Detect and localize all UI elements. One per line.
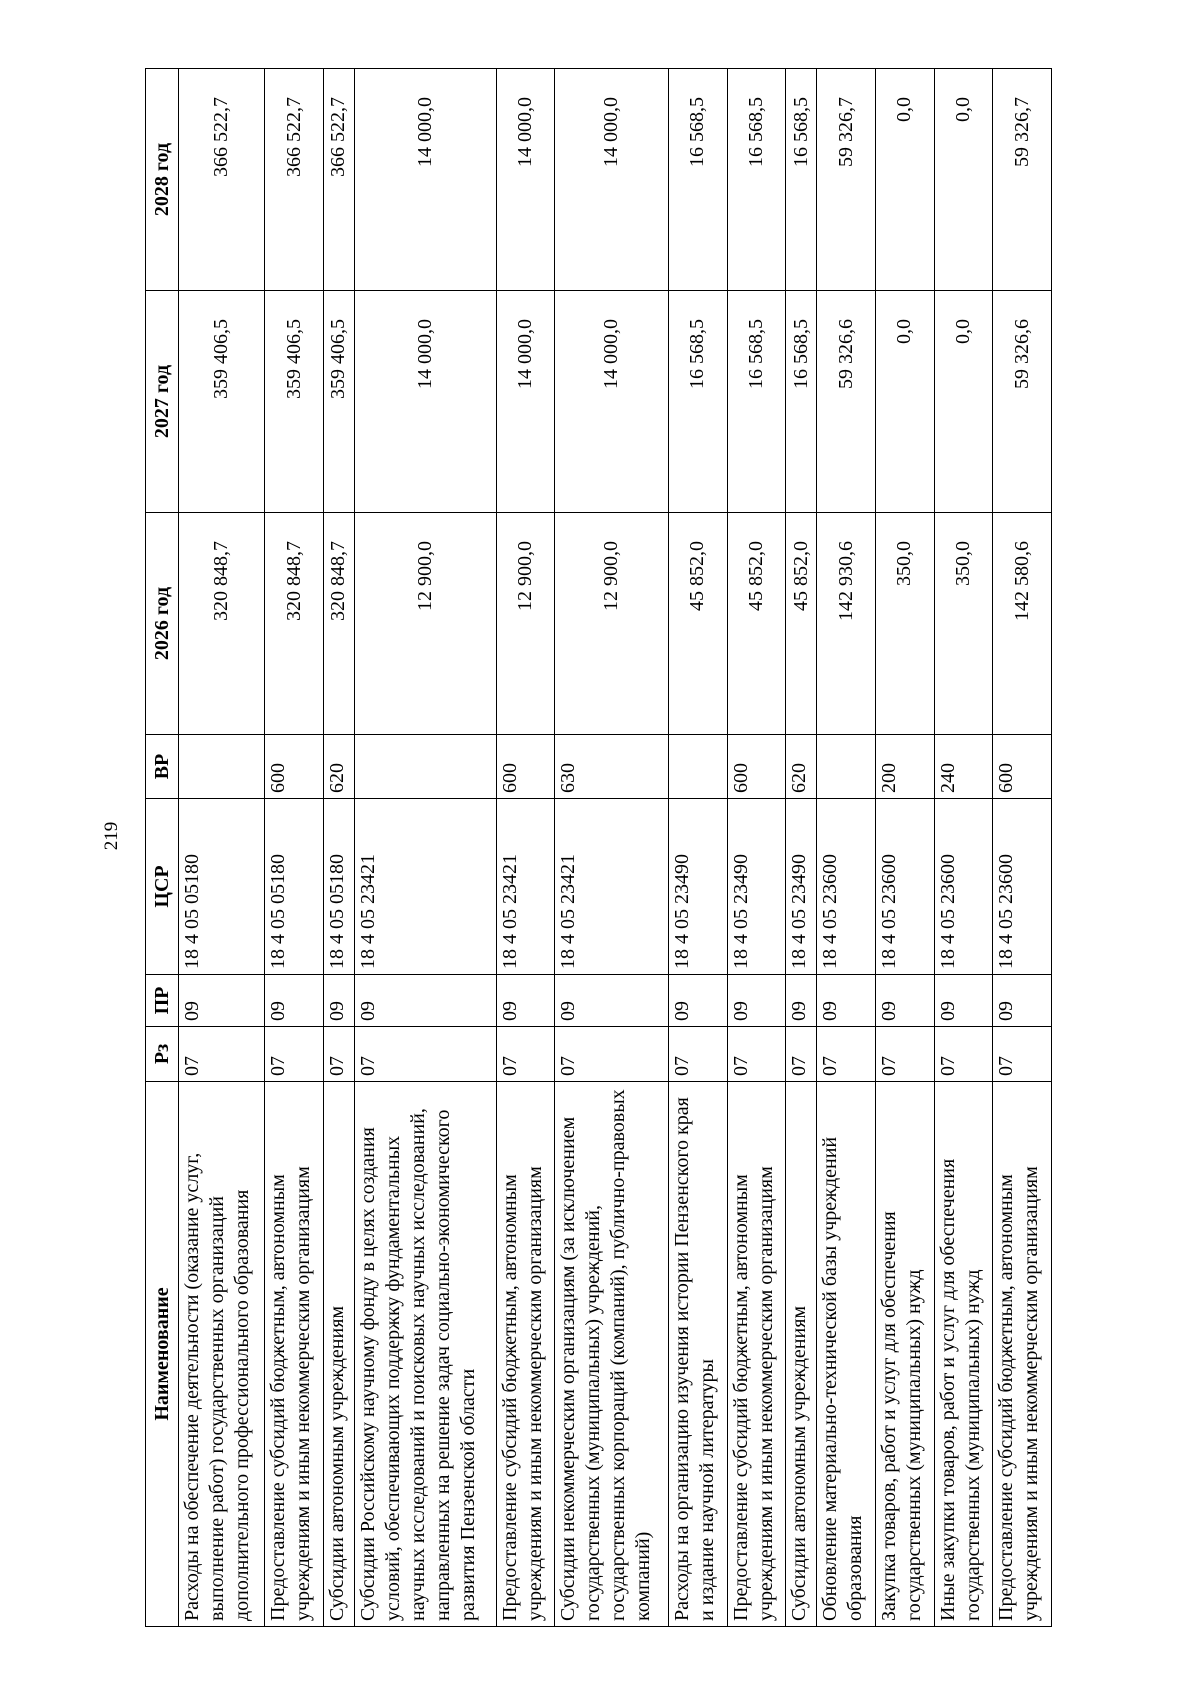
cell-name: Предоставление субсидий бюджетным, автономным учреждениям и иным некоммерческим организациям bbox=[265, 1082, 324, 1627]
cell-pr: 09 bbox=[265, 975, 324, 1027]
cell-2028: 16 568,5 bbox=[727, 69, 786, 291]
cell-2026: 12 900,0 bbox=[555, 513, 669, 735]
cell-csr: 18 4 05 05180 bbox=[323, 799, 354, 975]
cell-pr: 09 bbox=[786, 975, 817, 1027]
cell-rz: 07 bbox=[876, 1027, 935, 1082]
table-row bbox=[354, 69, 496, 1627]
cell-vr bbox=[669, 735, 728, 799]
cell-pr: 09 bbox=[496, 975, 555, 1027]
cell-rz: 07 bbox=[817, 1027, 876, 1082]
table-row bbox=[179, 69, 265, 1627]
header-row bbox=[146, 69, 179, 1627]
cell-2028: 16 568,5 bbox=[786, 69, 817, 291]
cell-rz: 07 bbox=[323, 1027, 354, 1082]
table-row bbox=[496, 69, 555, 1627]
cell-2027: 16 568,5 bbox=[786, 291, 817, 513]
cell-csr: 18 4 05 23600 bbox=[934, 799, 993, 975]
table-row bbox=[669, 69, 728, 1627]
cell-2028: 14 000,0 bbox=[354, 69, 496, 291]
cell-csr: 18 4 05 23600 bbox=[993, 799, 1052, 975]
cell-2026: 45 852,0 bbox=[669, 513, 728, 735]
cell-rz: 07 bbox=[786, 1027, 817, 1082]
cell-pr: 09 bbox=[727, 975, 786, 1027]
cell-csr: 18 4 05 23600 bbox=[876, 799, 935, 975]
cell-2028: 366 522,7 bbox=[179, 69, 265, 291]
budget-table bbox=[145, 68, 1052, 1627]
cell-pr: 09 bbox=[354, 975, 496, 1027]
cell-2028: 14 000,0 bbox=[496, 69, 555, 291]
cell-2026: 320 848,7 bbox=[265, 513, 324, 735]
cell-2026: 142 930,6 bbox=[817, 513, 876, 735]
cell-pr: 09 bbox=[555, 975, 669, 1027]
cell-csr: 18 4 05 23421 bbox=[555, 799, 669, 975]
header-csr: ЦСР bbox=[146, 799, 179, 975]
cell-rz: 07 bbox=[993, 1027, 1052, 1082]
cell-2027: 359 406,5 bbox=[179, 291, 265, 513]
cell-2027: 59 326,6 bbox=[817, 291, 876, 513]
cell-vr: 600 bbox=[265, 735, 324, 799]
header-rz: Рз bbox=[146, 1027, 179, 1082]
cell-2026: 142 580,6 bbox=[993, 513, 1052, 735]
cell-2027: 14 000,0 bbox=[354, 291, 496, 513]
budget-table-container bbox=[145, 73, 1052, 1627]
cell-rz: 07 bbox=[265, 1027, 324, 1082]
table-row bbox=[876, 69, 935, 1627]
cell-2027: 14 000,0 bbox=[555, 291, 669, 513]
cell-csr: 18 4 05 05180 bbox=[179, 799, 265, 975]
table-row bbox=[323, 69, 354, 1627]
cell-name: Обновление материально-технической базы учреждений образования bbox=[817, 1082, 876, 1627]
cell-2028: 59 326,7 bbox=[817, 69, 876, 291]
cell-pr: 09 bbox=[993, 975, 1052, 1027]
cell-2028: 16 568,5 bbox=[669, 69, 728, 291]
table-row bbox=[727, 69, 786, 1627]
cell-pr: 09 bbox=[934, 975, 993, 1027]
table-row bbox=[555, 69, 669, 1627]
table-row bbox=[993, 69, 1052, 1627]
cell-vr: 620 bbox=[786, 735, 817, 799]
cell-2026: 320 848,7 bbox=[323, 513, 354, 735]
cell-2028: 0,0 bbox=[934, 69, 993, 291]
cell-vr bbox=[354, 735, 496, 799]
cell-vr: 600 bbox=[496, 735, 555, 799]
cell-pr: 09 bbox=[669, 975, 728, 1027]
header-2026: 2026 год bbox=[146, 513, 179, 735]
cell-csr: 18 4 05 23421 bbox=[354, 799, 496, 975]
cell-name: Предоставление субсидий бюджетным, автономным учреждениям и иным некоммерческим организациям bbox=[727, 1082, 786, 1627]
cell-2026: 350,0 bbox=[876, 513, 935, 735]
cell-2028: 14 000,0 bbox=[555, 69, 669, 291]
table-row bbox=[934, 69, 993, 1627]
cell-vr: 600 bbox=[993, 735, 1052, 799]
cell-csr: 18 4 05 23600 bbox=[817, 799, 876, 975]
cell-2027: 16 568,5 bbox=[669, 291, 728, 513]
header-vr: ВР bbox=[146, 735, 179, 799]
cell-csr: 18 4 05 23490 bbox=[669, 799, 728, 975]
cell-2027: 16 568,5 bbox=[727, 291, 786, 513]
table-body bbox=[179, 69, 1052, 1627]
header-name: Наименование bbox=[146, 1082, 179, 1627]
cell-2027: 14 000,0 bbox=[496, 291, 555, 513]
cell-2028: 59 326,7 bbox=[993, 69, 1052, 291]
cell-rz: 07 bbox=[555, 1027, 669, 1082]
page-number: 219 bbox=[101, 821, 122, 851]
cell-csr: 18 4 05 23490 bbox=[786, 799, 817, 975]
cell-name: Субсидии некоммерческим организациям (за исключением государственных (муниципальных) учреждений, государственных корпораций (компаний), публично-правовых компаний) bbox=[555, 1082, 669, 1627]
cell-2027: 0,0 bbox=[934, 291, 993, 513]
cell-vr bbox=[817, 735, 876, 799]
cell-2027: 59 326,6 bbox=[993, 291, 1052, 513]
cell-vr: 240 bbox=[934, 735, 993, 799]
cell-vr bbox=[179, 735, 265, 799]
cell-2028: 366 522,7 bbox=[265, 69, 324, 291]
table-row bbox=[817, 69, 876, 1627]
table-row bbox=[265, 69, 324, 1627]
cell-2026: 45 852,0 bbox=[727, 513, 786, 735]
cell-pr: 09 bbox=[323, 975, 354, 1027]
cell-2026: 350,0 bbox=[934, 513, 993, 735]
cell-vr: 630 bbox=[555, 735, 669, 799]
cell-csr: 18 4 05 05180 bbox=[265, 799, 324, 975]
cell-rz: 07 bbox=[727, 1027, 786, 1082]
cell-vr: 620 bbox=[323, 735, 354, 799]
cell-vr: 200 bbox=[876, 735, 935, 799]
header-pr: ПР bbox=[146, 975, 179, 1027]
cell-csr: 18 4 05 23490 bbox=[727, 799, 786, 975]
cell-2027: 359 406,5 bbox=[323, 291, 354, 513]
cell-name: Субсидии автономным учреждениям bbox=[786, 1082, 817, 1627]
header-2027: 2027 год bbox=[146, 291, 179, 513]
cell-rz: 07 bbox=[354, 1027, 496, 1082]
cell-2026: 12 900,0 bbox=[354, 513, 496, 735]
cell-rz: 07 bbox=[934, 1027, 993, 1082]
cell-name: Субсидии Российскому научному фонду в целях создания условий, обеспечивающих поддержку фундаментальных научных исследований и поисковых научных исследований, направленных на решение задач социально-экономического развития Пензенской области bbox=[354, 1082, 496, 1627]
cell-name: Расходы на обеспечение деятельности (оказание услуг, выполнение работ) государственных организаций дополнительного профессионального образования bbox=[179, 1082, 265, 1627]
cell-rz: 07 bbox=[496, 1027, 555, 1082]
cell-2026: 12 900,0 bbox=[496, 513, 555, 735]
cell-csr: 18 4 05 23421 bbox=[496, 799, 555, 975]
cell-pr: 09 bbox=[179, 975, 265, 1027]
cell-2027: 0,0 bbox=[876, 291, 935, 513]
cell-2027: 359 406,5 bbox=[265, 291, 324, 513]
cell-name: Закупка товаров, работ и услуг для обеспечения государственных (муниципальных) нужд bbox=[876, 1082, 935, 1627]
cell-vr: 600 bbox=[727, 735, 786, 799]
cell-name: Расходы на организацию изучения истории Пензенского края и издание научной литературы bbox=[669, 1082, 728, 1627]
cell-rz: 07 bbox=[669, 1027, 728, 1082]
cell-2028: 0,0 bbox=[876, 69, 935, 291]
cell-pr: 09 bbox=[876, 975, 935, 1027]
cell-2026: 320 848,7 bbox=[179, 513, 265, 735]
cell-name: Субсидии автономным учреждениям bbox=[323, 1082, 354, 1627]
cell-2026: 45 852,0 bbox=[786, 513, 817, 735]
cell-name: Предоставление субсидий бюджетным, автономным учреждениям и иным некоммерческим организациям bbox=[993, 1082, 1052, 1627]
table-row bbox=[786, 69, 817, 1627]
cell-pr: 09 bbox=[817, 975, 876, 1027]
cell-name: Иные закупки товаров, работ и услуг для обеспечения государственных (муниципальных) нужд bbox=[934, 1082, 993, 1627]
cell-rz: 07 bbox=[179, 1027, 265, 1082]
header-2028: 2028 год bbox=[146, 69, 179, 291]
cell-name: Предоставление субсидий бюджетным, автономным учреждениям и иным некоммерческим организациям bbox=[496, 1082, 555, 1627]
cell-2028: 366 522,7 bbox=[323, 69, 354, 291]
